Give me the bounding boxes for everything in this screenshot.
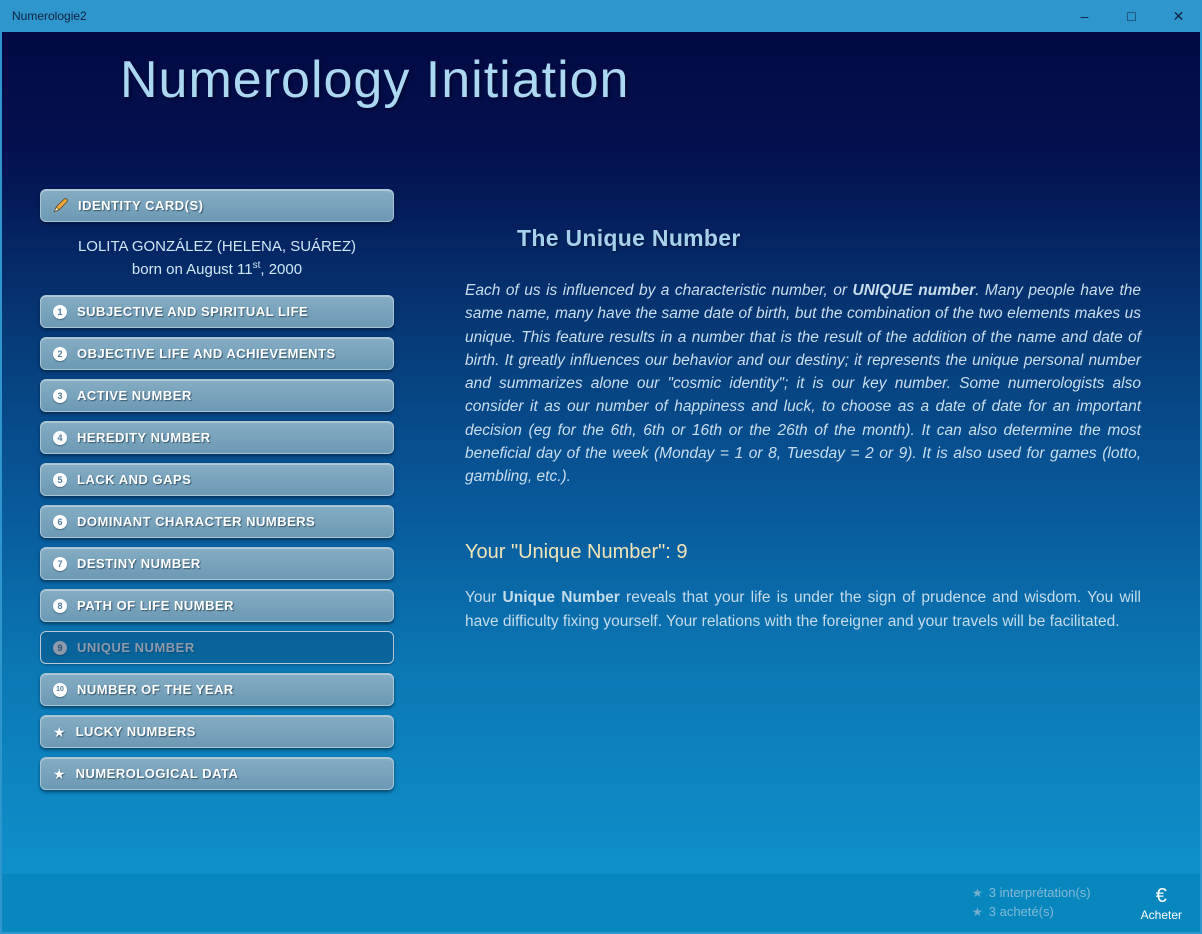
pencil-icon [53, 198, 68, 213]
star-icon: ★ [971, 885, 983, 900]
number-badge: 8 [53, 599, 67, 613]
sidebar [40, 189, 394, 799]
sidebar-item-label: ACTIVE NUMBER [77, 388, 192, 403]
sidebar-item-objective-life-and-achievements[interactable] [40, 337, 394, 370]
main-content [465, 225, 1141, 633]
sidebar-item-label: NUMEROLOGICAL DATA [75, 766, 239, 781]
sidebar-item-lack-and-gaps[interactable] [40, 463, 394, 496]
number-badge: 2 [53, 347, 67, 361]
number-badge: 6 [53, 515, 67, 529]
interpretation-paragraph: Your Unique Number reveals that your life is under the sign of prudence and wisdom. You will have difficulty fixing yourself. Your relations with the foreigner and your travels will be facilitated. [465, 589, 1141, 630]
maximize-button[interactable]: □ [1127, 8, 1136, 24]
sidebar-item-active-number[interactable] [40, 379, 394, 412]
sidebar-item-label: UNIQUE NUMBER [77, 640, 195, 655]
sidebar-item-label: PATH OF LIFE NUMBER [77, 598, 235, 613]
number-badge: 3 [53, 389, 67, 403]
main-area [2, 32, 1200, 874]
sidebar-item-label: SUBJECTIVE AND SPIRITUAL LIFE [77, 304, 309, 319]
stat-text: 3 acheté(s) [988, 904, 1054, 919]
sidebar-item-label: OBJECTIVE LIFE AND ACHIEVEMENTS [77, 346, 336, 361]
identity-birthdate: born on August 11st, 2000 [131, 260, 303, 278]
minimize-button[interactable]: – [1080, 8, 1089, 24]
window-controls [1061, 0, 1202, 32]
purchase-stats [972, 884, 1091, 922]
identity-card-label: IDENTITY CARD(S) [78, 198, 204, 213]
number-badge: 10 [53, 683, 67, 697]
stat-text: 3 interprétation(s) [988, 885, 1091, 901]
sidebar-item-heredity-number[interactable] [40, 421, 394, 454]
intro-paragraph: Each of us is influenced by a characteristic number, or UNIQUE number. Many people have the same name, many have the same date of birth, but the combination of the two elements makes us unique. This feature results in a number that is the result of the addition of the name and date of birth. It greatly influences our behavior and our destiny; it represents the unique personal number and summarizes alone our "cosmic identity"; it is our key number. Some numerologists also consider it as our number of happiness and luck, to choose as a date of date for an important decision (eg for the 6th, 6th or 16th or the 26th of the month). It can also determine the most beneficial day of the week (Monday = 1 or 8, Tuesday = 2 or 9). It is also used for games (lotto, gambling, etc.). [465, 282, 1142, 485]
sidebar-item-destiny-number[interactable] [40, 547, 394, 580]
sidebar-item-dominant-character-numbers[interactable] [40, 505, 394, 538]
number-badge: 1 [53, 305, 67, 319]
number-badge: 9 [53, 641, 67, 655]
sidebar-item-label: LACK AND GAPS [77, 472, 192, 487]
result-heading: Your "Unique Number": 9 [465, 541, 688, 564]
footer-bar [2, 874, 1200, 932]
sidebar-item-label: LUCKY NUMBERS [75, 724, 196, 739]
star-icon: ★ [971, 904, 983, 919]
sidebar-item-subjective-and-spiritual-life[interactable] [40, 295, 394, 328]
identity-name: LOLITA GONZÁLEZ (HELENA, SUÁREZ) [77, 238, 357, 255]
page-title: Numerology Initiation [120, 51, 630, 109]
sidebar-item-unique-number[interactable] [40, 631, 394, 664]
number-badge: 7 [53, 557, 67, 571]
star-icon: ★ [53, 765, 66, 782]
buy-button[interactable] [1141, 885, 1182, 922]
euro-icon: € [1155, 884, 1167, 907]
sidebar-item-label: DOMINANT CHARACTER NUMBERS [77, 514, 316, 529]
stat-row [972, 903, 1091, 922]
identity-card-button[interactable] [40, 189, 394, 222]
sidebar-item-number-of-the-year[interactable] [40, 673, 394, 706]
window-title: Numerologie2 [12, 9, 87, 23]
sidebar-item-lucky-numbers[interactable] [40, 715, 394, 748]
sidebar-item-label: DESTINY NUMBER [77, 556, 201, 571]
stat-row [972, 884, 1091, 903]
sidebar-item-list [40, 295, 394, 790]
number-badge: 4 [53, 431, 67, 445]
buy-button-label: Acheter [1140, 907, 1182, 922]
sidebar-item-numerological-data[interactable] [40, 757, 394, 790]
close-button[interactable]: ✕ [1172, 7, 1185, 24]
sidebar-item-label: NUMBER OF THE YEAR [77, 682, 234, 697]
star-icon: ★ [53, 723, 66, 740]
sidebar-item-label: HEREDITY NUMBER [77, 430, 211, 445]
number-badge: 5 [53, 473, 67, 487]
titlebar [0, 0, 1202, 32]
sidebar-item-path-of-life-number[interactable] [40, 589, 394, 622]
content-title: The Unique Number [517, 225, 741, 251]
